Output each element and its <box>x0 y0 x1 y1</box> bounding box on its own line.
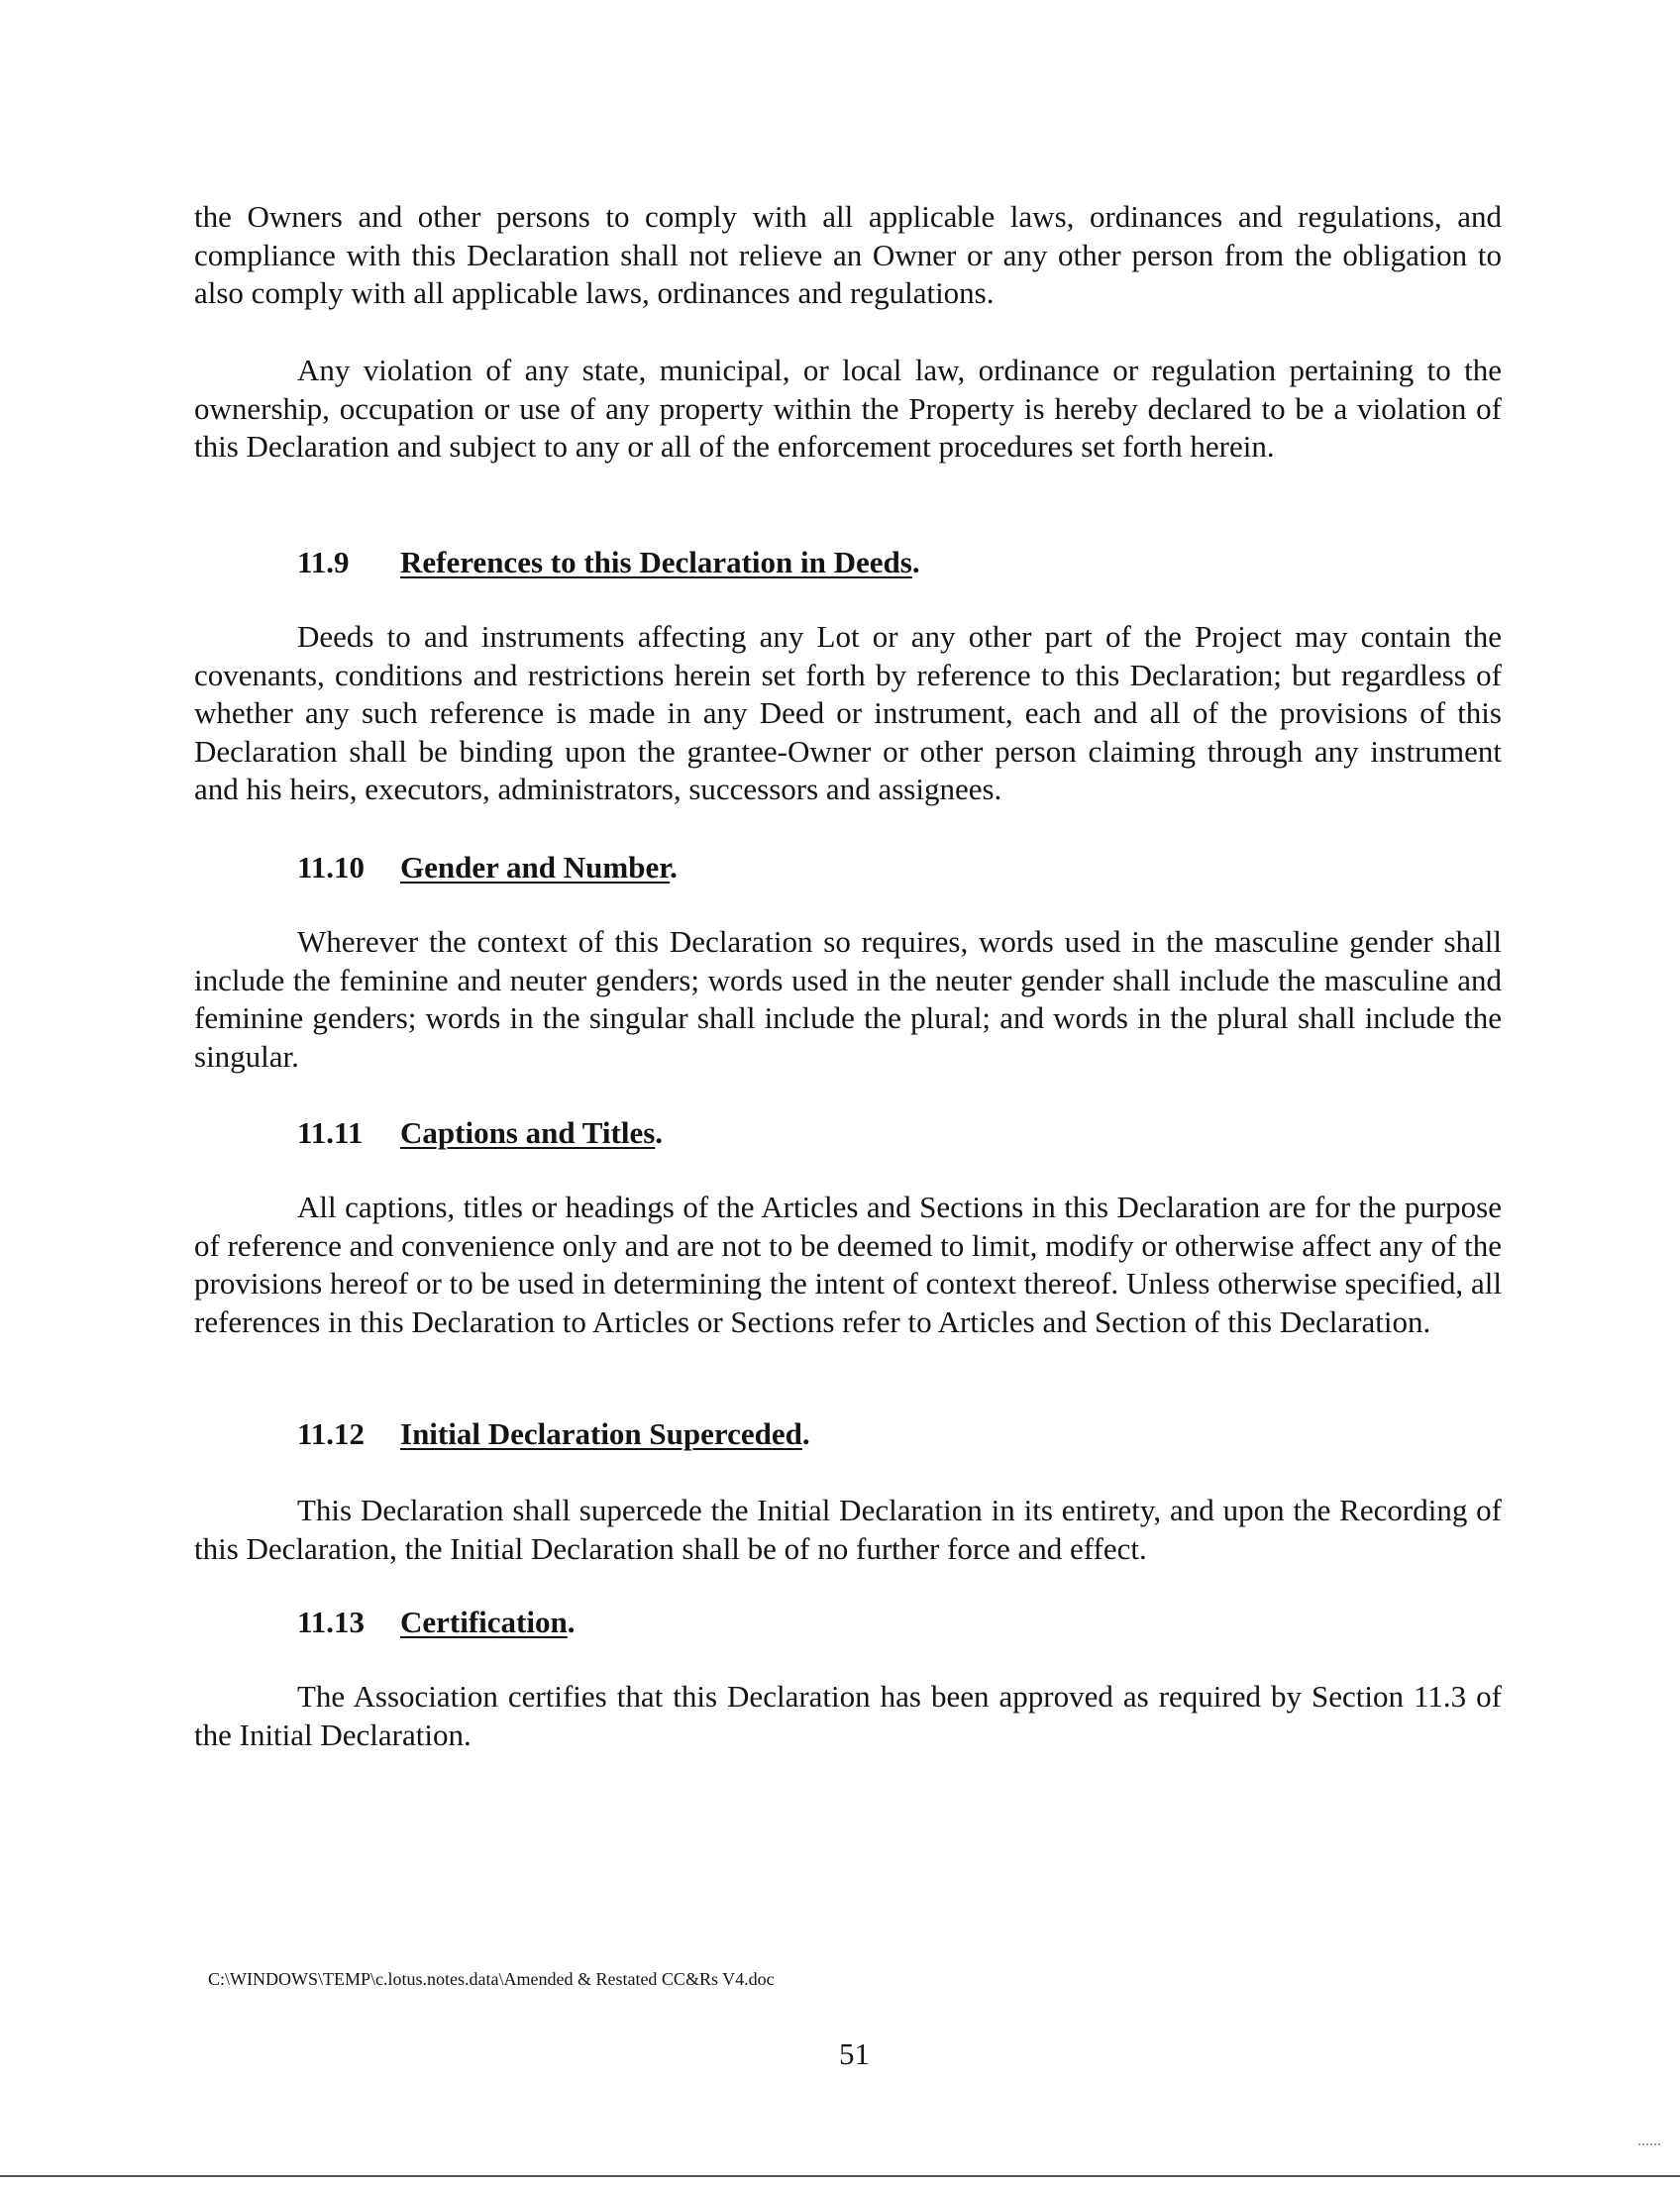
section-heading-11-12 <box>297 1416 810 1452</box>
section-body-11-12: This Declaration shall supercede the Initial Declaration in its entirety, and upon the Recording of this Declaration, the Initial Declaration shall be of no further force and effect. <box>194 1493 1502 1566</box>
section-number: 11.12 <box>297 1416 366 1451</box>
section-title: Initial Declaration Superceded <box>400 1416 802 1451</box>
paragraph-continuation: the Owners and other persons to comply with all applicable laws, ordinances and regulations, and compliance with this Declaration shall not relieve an Owner or any other person from the obligation to also comply with all applicable laws, ordinances and regulations. <box>194 199 1502 310</box>
section-title: Captions and Titles <box>400 1115 656 1150</box>
section-title-punct: . <box>567 1605 576 1639</box>
bottom-rule-divider <box>0 2175 1680 2177</box>
section-title-punct: . <box>911 545 920 579</box>
footer-file-path: C:\WINDOWS\TEMP\c.lotus.notes.data\Amended & Restated CC&Rs V4.doc <box>208 1969 775 1989</box>
page-number: 51 <box>839 2036 870 2071</box>
section-number: 11.11 <box>297 1115 364 1150</box>
section-number: 11.13 <box>297 1605 366 1639</box>
section-heading-11-11 <box>297 1115 663 1151</box>
section-title: Gender and Number <box>400 850 671 885</box>
section-title-punct: . <box>801 1416 810 1451</box>
section-title: References to this Declaration in Deeds <box>400 545 912 579</box>
scan-artifact-mark <box>1638 2143 1660 2146</box>
section-number: 11.10 <box>297 850 366 885</box>
section-body-11-9: Deeds to and instruments affecting any Lot or any other part of the Project may contain the covenants, conditions and restrictions herein set forth by reference to this Declaration; but regardless of whether any such reference is made in any Deed or instrument, each and all of the provisions of this Declaration shall be binding upon the grantee-Owner or other person claiming through any instrument and his heirs, executors, administrators, successors and assignees. <box>194 619 1502 806</box>
section-body-11-13: The Association certifies that this Declaration has been approved as required by Section 11.3 of the Initial Declaration. <box>194 1679 1502 1752</box>
section-title-punct: . <box>655 1115 664 1150</box>
section-heading-11-9 <box>297 545 920 580</box>
section-title-punct: . <box>670 850 678 885</box>
section-heading-11-10 <box>297 850 678 885</box>
paragraph-violation: Any violation of any state, municipal, or local law, ordinance or regulation pertaining to the ownership, occupation or use of any property within the Property is hereby declared to be a violation of this Declaration and subject to any or all of the enforcement procedures set forth herein. <box>194 353 1502 464</box>
section-number: 11.9 <box>297 545 350 579</box>
section-title: Certification <box>400 1605 568 1639</box>
section-body-11-10: Wherever the context of this Declaration so requires, words used in the masculine gender shall include the feminine and neuter genders; words used in the neuter gender shall include the masculine and feminine genders; words in the singular shall include the plural; and words in the plural shall include the singular. <box>194 924 1502 1074</box>
section-body-11-11: All captions, titles or headings of the Articles and Sections in this Declaration are for the purpose of reference and convenience only and are not to be deemed to limit, modify or otherwise affect any of the provisions hereof or to be used in determining the intent of context thereof. Unless otherwise specified, all references in this Declaration to Articles or Sections refer to Articles and Section of this Declaration. <box>194 1190 1502 1339</box>
section-heading-11-13 <box>297 1605 575 1640</box>
